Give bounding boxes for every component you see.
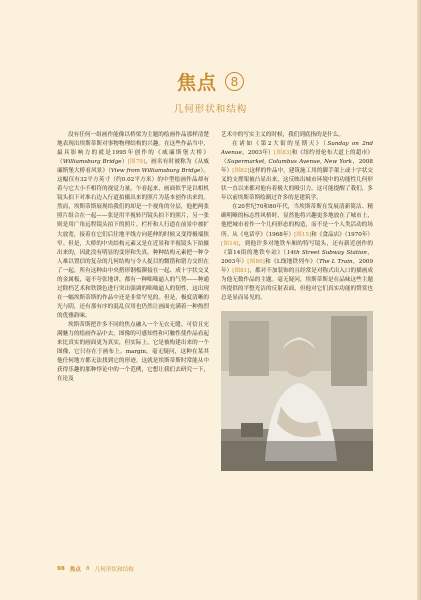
right-column [221,131,373,559]
footer-subtitle: 几何形状和结构 [94,567,134,573]
artist-portrait-image [221,311,373,471]
figure-reference[interactable]: [图15] [294,231,312,238]
figure-reference[interactable]: [图14] [221,240,239,247]
figure-reference[interactable]: [图82] [232,168,250,175]
left-column [57,131,209,559]
artist-photo [221,311,373,471]
footer-section: 焦点 [69,567,81,573]
text-columns [57,131,373,559]
page-number: 98 [57,566,65,572]
figure-reference[interactable]: [图81] [232,267,250,274]
chapter-number-badge: 8 [225,72,244,91]
footer-chapter-number: 8 [86,566,90,572]
figure-reference[interactable]: [图80] [247,258,265,265]
paragraph: 在20世纪70和80年代，当埃斯蒂斯在发展清新简洁、精确明晰的标志性风格时，显然他将兴趣更多地放在了城市上，他把城市看作一个几何形态的构造，而不是一个人类活动的场所。从《电话亭》（1968年）[图15]和《食品店》（1970年）[图14]，到他许多对地铁车厢的特写镜头，还有新近创作的《第14街的地铁车站》（14th Street Subway Station，2003年）[图80]和《L线地铁列车》（The L Train，2009年）[图81]，都对不加装饰的且经常是对称式出入口的描画成为他无数作品的主题。毫无疑问，埃斯蒂斯是在品味这些主题所提供的平整光洁的反射表面，但他对它们真实功能的赞赏也总是显而易见的。 [221,204,374,301]
paragraph: 艺术中的写实主义的时候，我们到底指的是什么。 [221,132,345,138]
chapter-subtitle: 几何形状和结构 [173,104,248,115]
figure-reference[interactable]: [图79] [127,159,146,166]
section-label: 焦点 [176,72,217,94]
page-footer [57,565,134,573]
paragraph: 没有任何一组画作能像以桥梁为主题的绘画作品那样清楚地表现出埃斯蒂斯对事物物理结构的兴趣。在这些作品当中，最具影响力的就是1995年创作的《威廉斯堡大桥》（Williamsburg Bridge）[图79]，画名有时被称为《从威廉斯堡大桥看风景》（View from Williamsburg Bridge）。这幅仅有32平方英寸（约0.02平方米）的中型绘画作品却有着与它大小不相符的视觉力量。乍看起来，画面似乎是以相机镜头拍下对准右边入行道拍摄出来的照片为基本创作出来的。然而，埃斯蒂斯展现给我们的却是一个视角的分层，他把两张照片组合在一起——张是用平视转円镜头拍下的照片，另一张则是用广角远程镜头拍下的照片。栏杆和人行道在前景中被扩大放宽，接着在它们后往地平线方向延伸的时候又变得极端狭窄。但是，大桥的中央结构元素又是在近景和平视镜头下拍摄出来的，因此没有明显的变形和失真。种种结构元素把一种令人难以置信的复杂的几何结构与令人捉目的微错和错力交织在了一起，所有这种由中央搭形钢板铆接在一起、成十字状交叉的金属板，毫不夸张地讲，都有一种咄咄逼人的气势——种通过除档艺术和铁锈色进行突出强调的咄咄逼人的韧性，这出现在一幅埃斯蒂斯的作品中还是非常罕见的。但是，极度清晰的光与阴，还有那有序的混乱仅用也仍然让画面充满着一种热烈的优雅韵味。 [57,132,210,319]
chapter-header [0,68,421,115]
paragraph: 在诸如《第2大街的星期天》（Sunday on 2nd Avenue，2003年）[图83]和《纽约哥伦布大道上的超市》（Supermarket, Columbus Avenue, New York，2008年）[图82]这样的作品中，建筑施工用的脚手架上或十字状交叉的支撑架被凸显出来，这反映出城市环境中的功能性几何形状一直以来都对他有着极大的吸引力。这可能提醒了我们，多年以前埃斯蒂斯绘制过许多的是建筑学。 [221,141,373,202]
figure-reference[interactable]: [图83] [273,150,292,157]
paragraph: 埃斯蒂斯把许多不同的焦点融入一个无衣无缝、可信且充满魅力的绘画作品中去。图像的可感知性和可触性使作品看起来比真实的画面更为真实，但实际上，它是被构建出来的一个图像，它只存在于画布上。margin。毫无疑问，这种在某其他任何地方都无法找到它的形迹。这就是埃斯蒂斯时常能从中获得乐趣的那种悖论中的一个范例，它想让我们去研究一下，在论及 [57,321,209,383]
